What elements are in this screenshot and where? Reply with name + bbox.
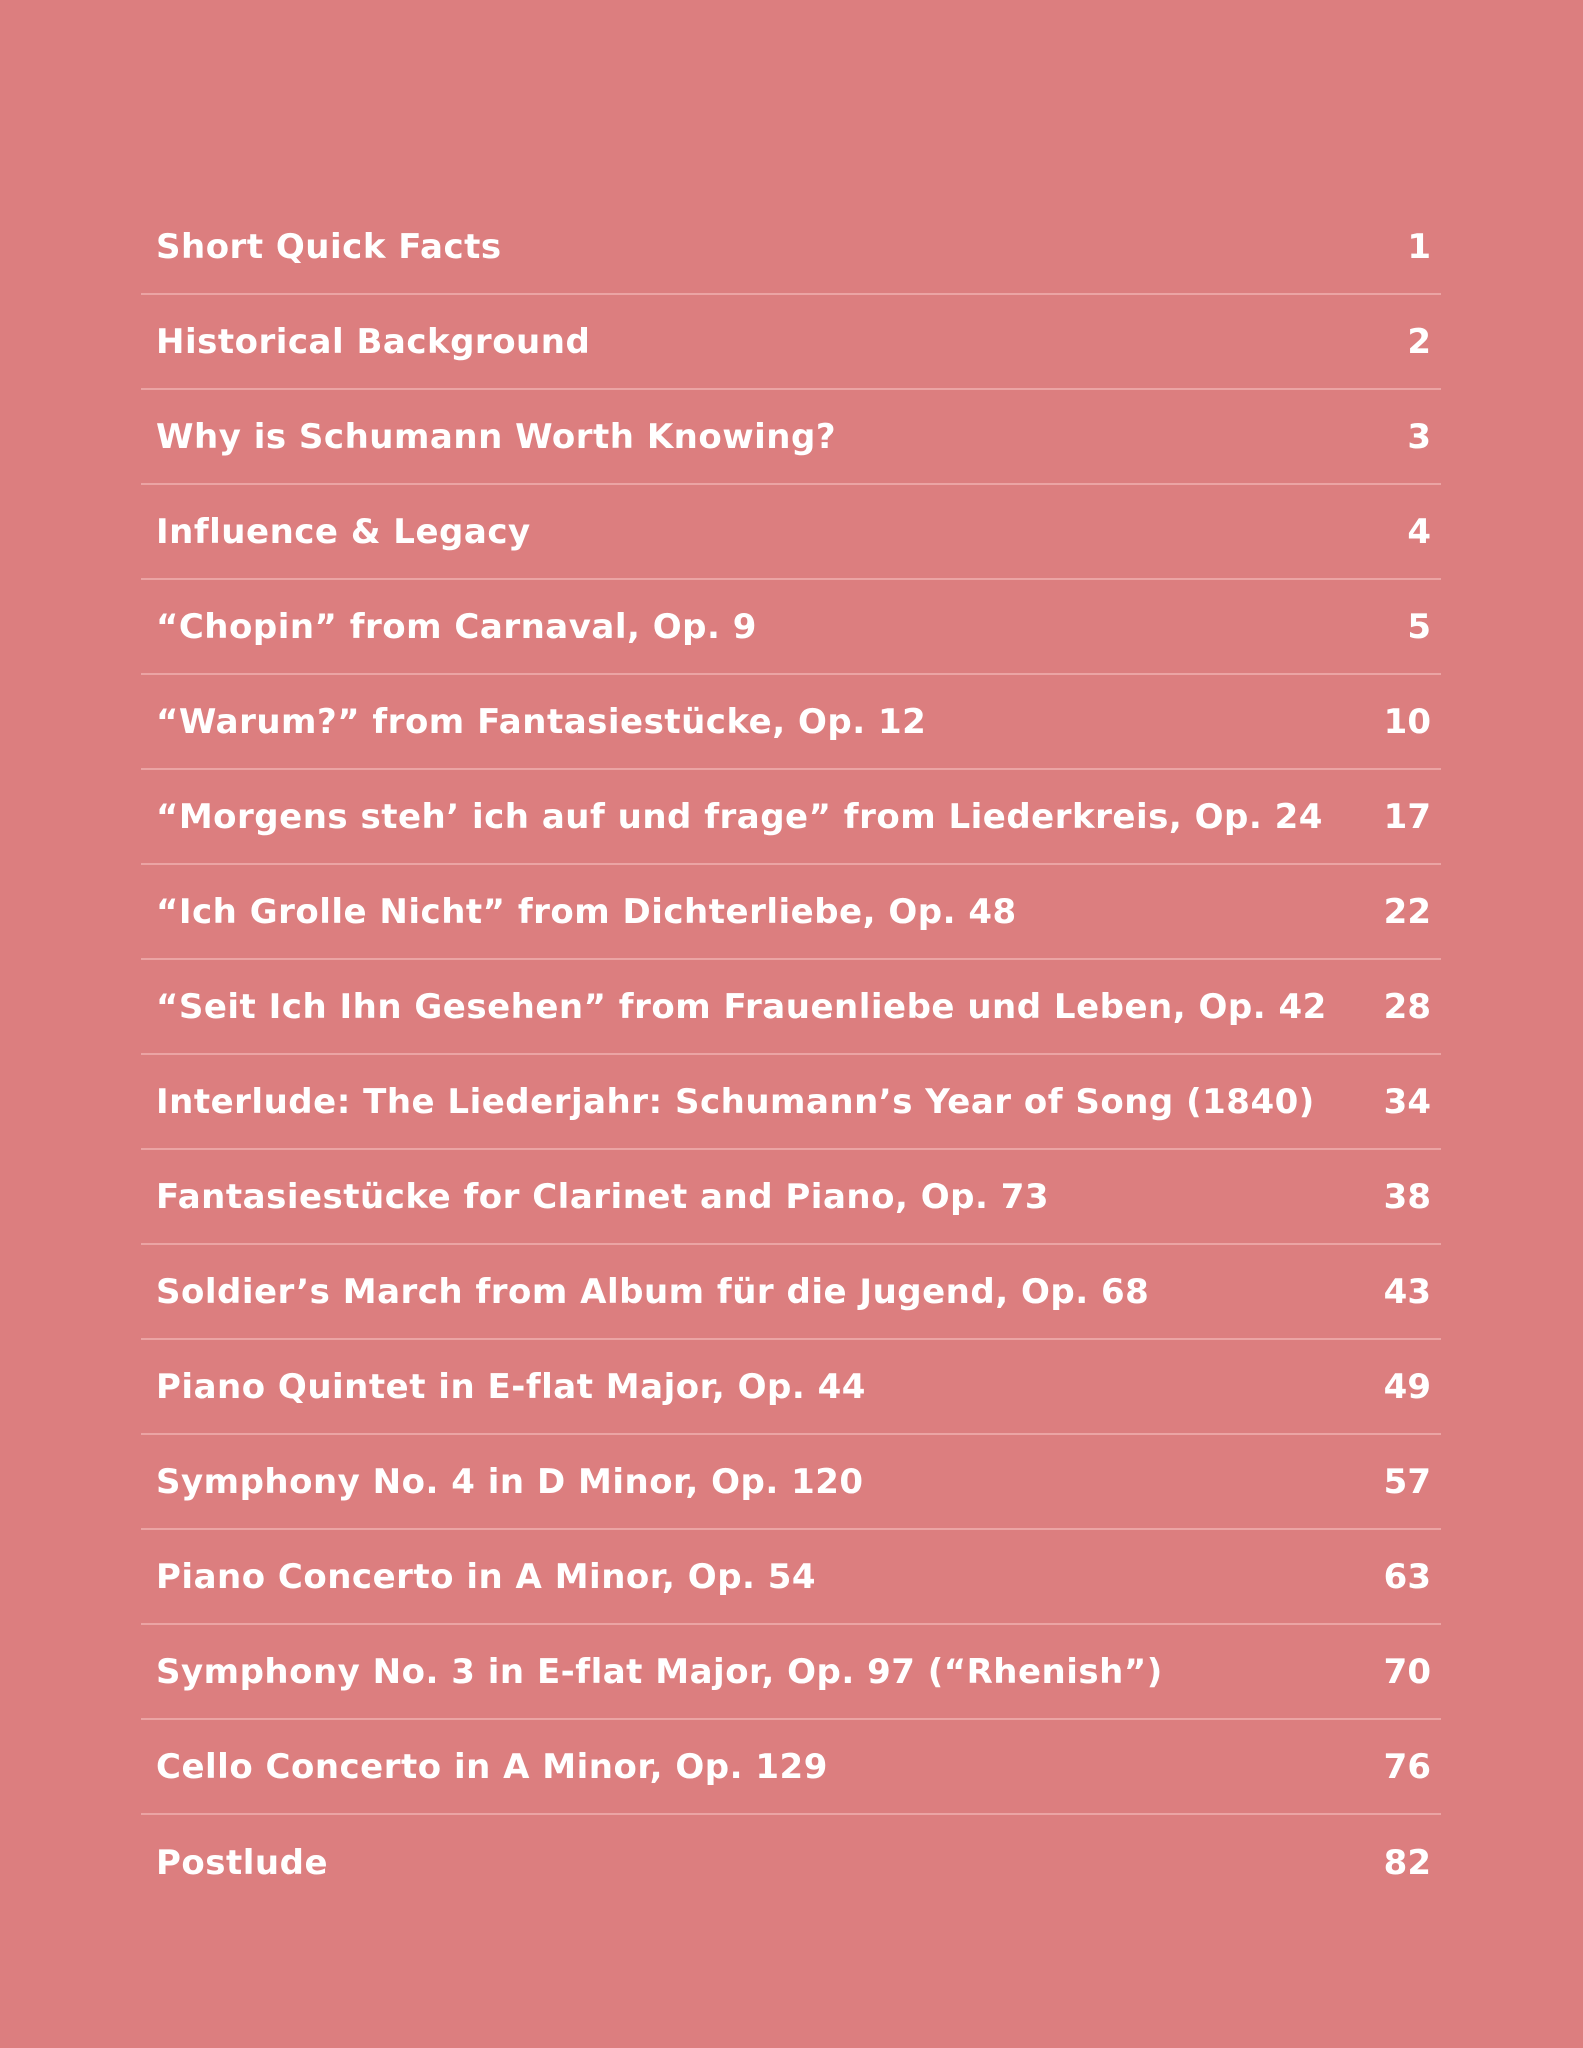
toc-entry-title: Soldier’s March from Album für die Jugend, Op. 68 <box>156 1271 1150 1312</box>
toc-entry[interactable] <box>141 390 1441 485</box>
toc-entry-title: “Morgens steh’ ich auf und frage” from Liederkreis, Op. 24 <box>156 796 1323 837</box>
toc-entry-page: 76 <box>1383 1746 1431 1787</box>
toc-entry-title: Cello Concerto in A Minor, Op. 129 <box>156 1746 828 1787</box>
toc-entry[interactable] <box>141 1150 1441 1245</box>
toc-entry-title: Why is Schumann Worth Knowing? <box>156 416 837 457</box>
toc-entry-title: “Seit Ich Ihn Gesehen” from Frauenliebe und Leben, Op. 42 <box>156 986 1327 1027</box>
toc-entry[interactable] <box>141 295 1441 390</box>
toc-entry[interactable] <box>141 1720 1441 1815</box>
toc-entry-title: “Ich Grolle Nicht” from Dichterliebe, Op. 48 <box>156 891 1017 932</box>
toc-entry-title: Interlude: The Liederjahr: Schumann’s Year of Song (1840) <box>156 1081 1315 1122</box>
toc-entry-page: 49 <box>1383 1366 1431 1407</box>
toc-entry-title: Historical Background <box>156 321 591 362</box>
toc-entry-page: 2 <box>1407 321 1431 362</box>
toc-entry-page: 5 <box>1407 606 1431 647</box>
toc-entry-page: 1 <box>1407 226 1431 267</box>
toc-entry-page: 22 <box>1383 891 1431 932</box>
toc-entry-page: 57 <box>1383 1461 1431 1502</box>
toc-entry-title: Piano Quintet in E-flat Major, Op. 44 <box>156 1366 866 1407</box>
table-of-contents <box>141 200 1441 1910</box>
toc-entry-page: 63 <box>1383 1556 1431 1597</box>
toc-entry-title: Symphony No. 3 in E-flat Major, Op. 97 (“Rhenish”) <box>156 1651 1163 1692</box>
toc-entry[interactable] <box>141 580 1441 675</box>
toc-entry-title: Fantasiestücke for Clarinet and Piano, Op. 73 <box>156 1176 1050 1217</box>
toc-entry[interactable] <box>141 1435 1441 1530</box>
toc-entry-title: Postlude <box>156 1842 329 1883</box>
toc-entry[interactable] <box>141 960 1441 1055</box>
toc-entry-title: “Warum?” from Fantasiestücke, Op. 12 <box>156 701 927 742</box>
toc-entry-page: 43 <box>1383 1271 1431 1312</box>
toc-entry[interactable] <box>141 675 1441 770</box>
toc-entry-page: 70 <box>1383 1651 1431 1692</box>
toc-entry[interactable] <box>141 1055 1441 1150</box>
toc-entry-page: 3 <box>1407 416 1431 457</box>
toc-entry[interactable] <box>141 1340 1441 1435</box>
toc-entry-page: 38 <box>1383 1176 1431 1217</box>
toc-entry-title: Symphony No. 4 in D Minor, Op. 120 <box>156 1461 864 1502</box>
toc-entry-title: Short Quick Facts <box>156 226 502 267</box>
toc-entry-title: “Chopin” from Carnaval, Op. 9 <box>156 606 757 647</box>
toc-entry-page: 4 <box>1407 511 1431 552</box>
toc-entry[interactable] <box>141 1815 1441 1910</box>
toc-entry[interactable] <box>141 200 1441 295</box>
toc-entry-page: 28 <box>1383 986 1431 1027</box>
toc-entry-title: Piano Concerto in A Minor, Op. 54 <box>156 1556 817 1597</box>
toc-entry[interactable] <box>141 1625 1441 1720</box>
toc-entry-page: 10 <box>1383 701 1431 742</box>
toc-entry-page: 17 <box>1383 796 1431 837</box>
toc-entry[interactable] <box>141 770 1441 865</box>
toc-entry[interactable] <box>141 865 1441 960</box>
toc-entry[interactable] <box>141 1245 1441 1340</box>
toc-entry[interactable] <box>141 1530 1441 1625</box>
toc-entry-page: 82 <box>1383 1842 1431 1883</box>
toc-entry-page: 34 <box>1383 1081 1431 1122</box>
toc-entry[interactable] <box>141 485 1441 580</box>
toc-entry-title: Influence & Legacy <box>156 511 531 552</box>
